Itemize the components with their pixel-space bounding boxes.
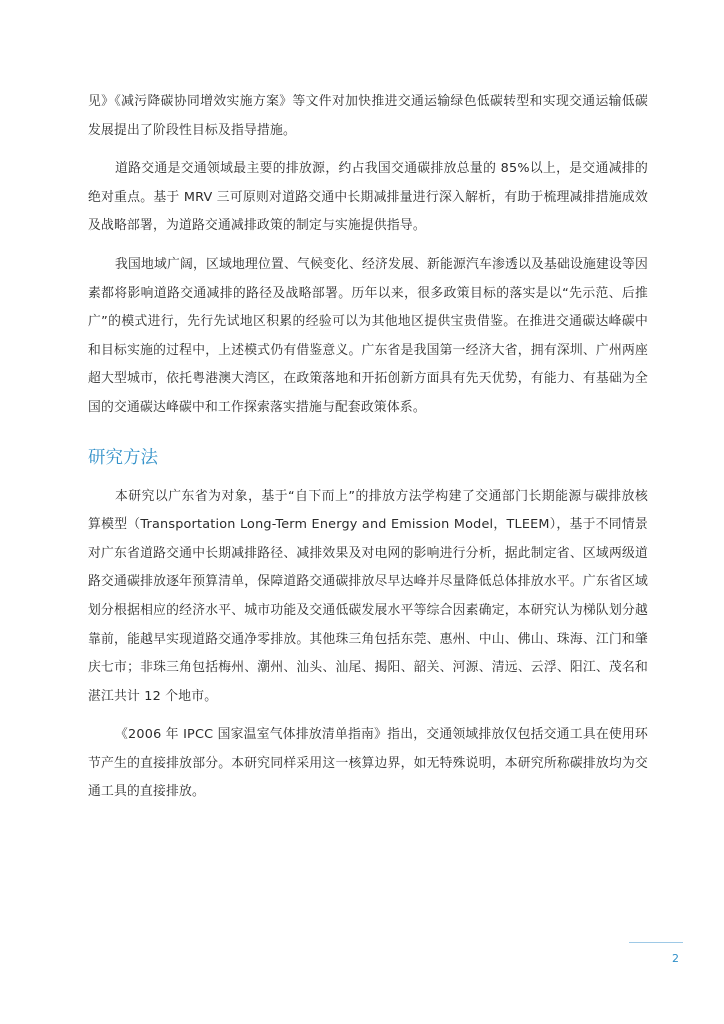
paragraph-5: 《2006 年 IPCC 国家温室气体排放清单指南》指出，交通领域排放仅包括交通工具在使用环节产生的直接排放部分。本研究同样采用这一核算边界，如无特殊说明，本研究所称碳排放均为交通工具的直接排放。 (88, 727, 648, 800)
paragraph-3: 我国地域广阔，区域地理位置、气候变化、经济发展、新能源汽车渗透以及基础设施建设等因素都将影响道路交通减排的路径及战略部署。历年以来，很多政策目标的落实是以“先示范、后推广”的模式进行，先行先试地区积累的经验可以为其他地区提供宝贵借鉴。在推进交通碳达峰碳中和目标实施的过程中，上述模式仍有借鉴意义。广东省是我国第一经济大省，拥有深圳、广州两座超大型城市，依托粤港澳大湾区，在政策落地和开拓创新方面具有先天优势，有能力、有基础为全国的交通碳达峰碳中和工作探索落实措施与配套政策体系。 (88, 256, 648, 415)
document-content (88, 88, 648, 817)
paragraph-4: 本研究以广东省为对象，基于“自下而上”的排放方法学构建了交通部门长期能源与碳排放核算模型（Transportation Long-Term Energy and Emission Model，TLEEM），基于不同情景对广东省道路交通中长期减排路径、减排效果及对电网的影响进行分析，据此制定省、区域两级道路交通碳排放逐年预算清单，保障道路交通碳排放尽早达峰并尽量降低总体排放水平。广东省区域划分根据相应的经济水平、城市功能及交通低碳发展水平等综合因素确定，本研究认为梯队划分越靠前，能越早实现道路交通净零排放。其他珠三角包括东莞、惠州、中山、佛山、珠海、江门和肇庆七市；非珠三角包括梅州、潮州、汕头、汕尾、揭阳、韶关、河源、清远、云浮、阳江、茂名和湛江共计 12 个地市。 (88, 488, 648, 704)
paragraph-2: 道路交通是交通领域最主要的排放源，约占我国交通碳排放总量的 85%以上，是交通减排的绝对重点。基于 MRV 三可原则对道路交通中长期减排量进行深入解析，有助于梳理减排措施成效及战略部署，为道路交通减排政策的制定与实施提供指导。 (88, 161, 648, 234)
page-number: 2 (672, 952, 679, 965)
section-title: 研究方法 (88, 447, 158, 468)
footer-rule (629, 942, 683, 943)
page-footer (629, 942, 683, 982)
paragraph-1: 见》《减污降碳协同增效实施方案》等文件对加快推进交通运输绿色低碳转型和实现交通运输低碳发展提出了阶段性目标及指导措施。 (88, 94, 648, 138)
